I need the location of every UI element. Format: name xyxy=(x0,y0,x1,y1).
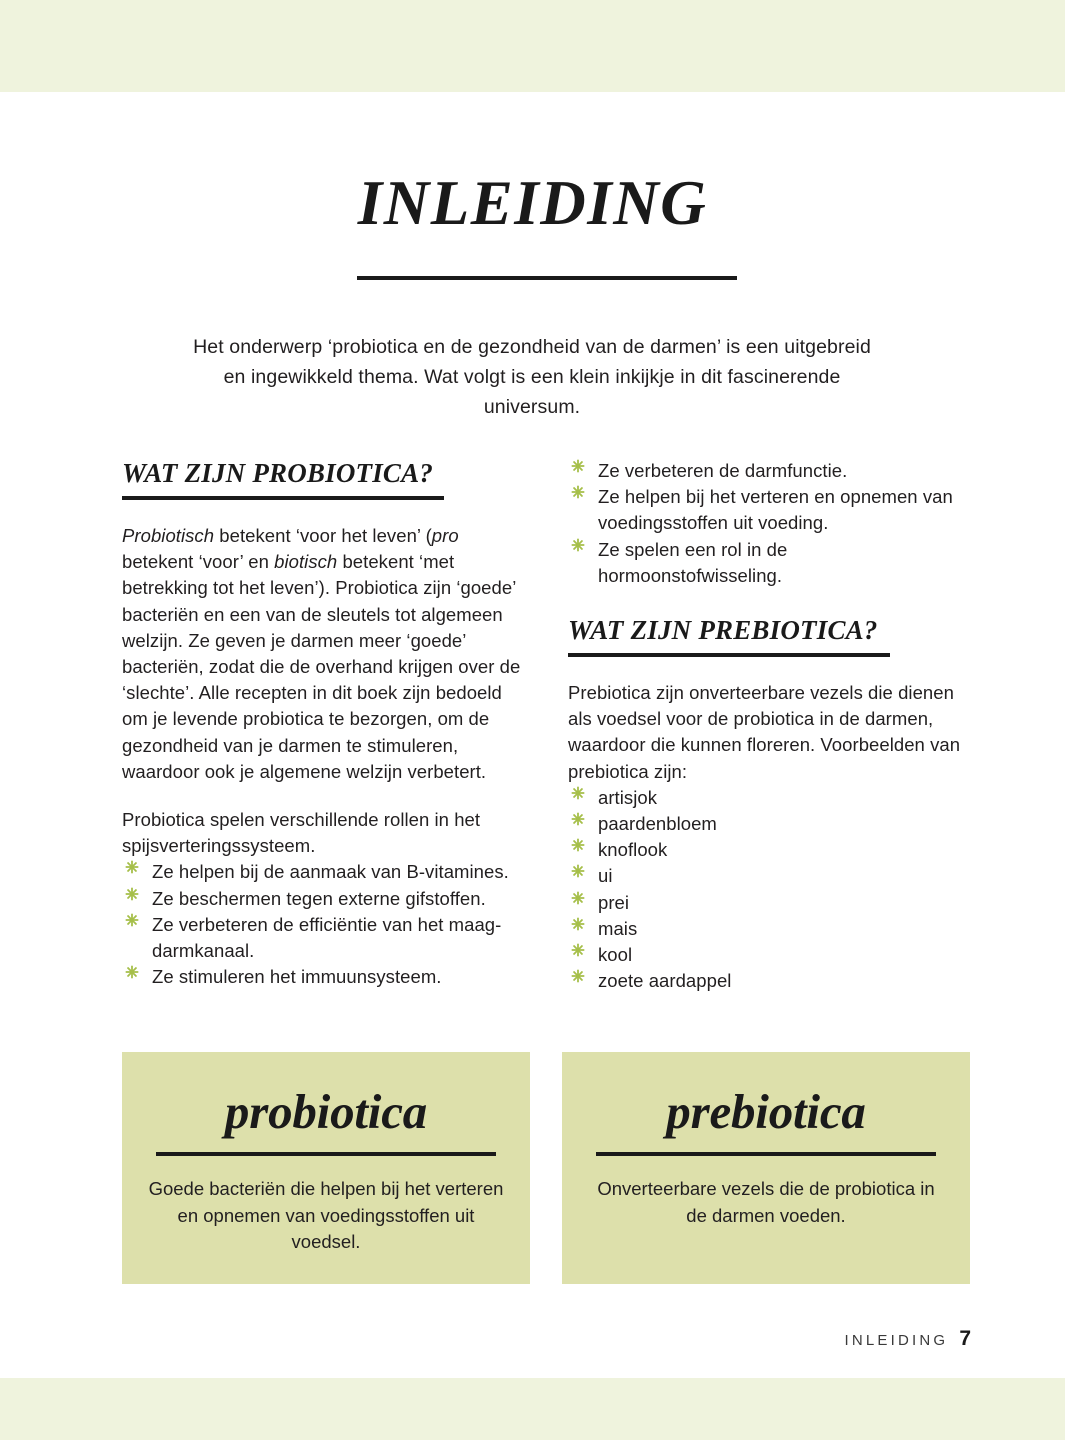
definition-card-prebiotica xyxy=(562,1052,970,1284)
list-item-label: prei xyxy=(598,891,630,913)
title-divider xyxy=(357,276,737,280)
list-item-label: zoete aardappel xyxy=(598,970,732,992)
list-item xyxy=(568,484,974,536)
list-item-label: Ze verbeteren de efficiëntie van het maag-darmkanaal. xyxy=(152,913,502,962)
list-item xyxy=(122,912,528,964)
card-divider xyxy=(596,1152,936,1156)
prebiotica-definition-paragraph: Prebiotica zijn onverteerbare vezels die dienen als voedsel voor de probiotica in de darmen, waardoor die kunnen floreren. Voorbeelden van prebiotica zijn: xyxy=(568,682,961,782)
asterisk-bullet-icon xyxy=(571,786,585,800)
list-item xyxy=(568,811,974,837)
list-item-label: Ze spelen een rol in de hormoonstofwisseling. xyxy=(598,538,788,586)
list-item xyxy=(122,964,528,990)
list-item xyxy=(568,890,974,916)
list-item-label: kool xyxy=(598,944,633,966)
probiotica-roles-list-continued xyxy=(568,458,974,589)
prebiotica-food-list xyxy=(568,785,974,995)
intro-paragraph: Het onderwerp ‘probiotica en de gezondheid van de darmen’ is een uitgebreid en ingewikkeld thema. Wat volgt is een klein inkijkje in dit fascinerende universum. xyxy=(193,336,871,418)
right-column xyxy=(568,458,974,994)
card-term: prebiotica xyxy=(666,1084,866,1139)
list-item-label: Ze helpen bij het verteren en opnemen van voedingsstoffen uit voeding. xyxy=(598,486,953,534)
list-item-label: Ze verbeteren de darmfunctie. xyxy=(598,460,848,481)
asterisk-bullet-icon xyxy=(571,838,585,852)
list-item xyxy=(122,886,528,912)
footer-chapter-label: INLEIDING xyxy=(844,1332,949,1349)
list-item xyxy=(568,916,974,942)
top-decorative-band xyxy=(0,0,1065,92)
asterisk-bullet-icon xyxy=(571,538,585,552)
list-item-label: knoflook xyxy=(598,839,668,861)
bottom-decorative-band xyxy=(0,1378,1065,1440)
asterisk-bullet-icon xyxy=(571,969,585,983)
footer-page-number: 7 xyxy=(959,1327,971,1350)
list-item-label: ui xyxy=(598,865,613,887)
list-item xyxy=(568,837,974,863)
asterisk-bullet-icon xyxy=(571,864,585,878)
list-item-label: paardenbloem xyxy=(598,813,717,835)
heading-wat-zijn-probiotica: WAT ZIJN PROBIOTICA? xyxy=(122,458,434,488)
probiotica-roles-paragraph: Probiotica spelen verschillende rollen in het spijsverteringssysteem. xyxy=(122,809,481,857)
card-term: probiotica xyxy=(224,1084,428,1139)
left-column xyxy=(122,458,528,990)
page-content xyxy=(0,92,1065,1378)
list-item-label: Ze stimuleren het immuunsysteem. xyxy=(152,966,442,988)
asterisk-bullet-icon xyxy=(571,917,585,931)
list-item xyxy=(122,859,528,885)
asterisk-bullet-icon xyxy=(571,943,585,957)
asterisk-bullet-icon xyxy=(571,812,585,826)
list-item xyxy=(568,785,974,811)
asterisk-bullet-icon xyxy=(571,459,585,473)
asterisk-bullet-icon xyxy=(571,485,585,499)
list-item-label: mais xyxy=(598,917,638,939)
heading-wat-zijn-prebiotica: WAT ZIJN PREBIOTICA? xyxy=(568,615,878,646)
heading-underline xyxy=(122,496,444,500)
list-item xyxy=(568,942,974,968)
asterisk-bullet-icon xyxy=(125,887,139,901)
asterisk-bullet-icon xyxy=(125,965,139,979)
list-item-label: artisjok xyxy=(598,786,657,808)
page-footer xyxy=(0,1327,1065,1351)
card-description: Goede bacteriën die helpen bij het verteren en opnemen van voedingsstoffen uit voedsel. xyxy=(148,1178,504,1252)
list-item xyxy=(568,458,974,484)
card-description: Onverteerbare vezels die de probiotica in de darmen voeden. xyxy=(597,1178,935,1226)
asterisk-bullet-icon xyxy=(571,891,585,905)
list-item xyxy=(568,968,974,994)
definition-card-probiotica xyxy=(122,1052,530,1284)
list-item xyxy=(568,537,974,589)
heading-underline xyxy=(568,653,890,657)
list-item xyxy=(568,863,974,889)
page-title: INLEIDING xyxy=(357,168,708,238)
list-item-label: Ze helpen bij de aanmaak van B-vitamines. xyxy=(152,861,509,883)
probiotica-roles-list xyxy=(122,859,528,990)
list-item-label: Ze beschermen tegen externe gifstoffen. xyxy=(152,887,486,909)
column-spacer xyxy=(568,589,974,615)
asterisk-bullet-icon xyxy=(125,913,139,927)
card-divider xyxy=(156,1152,496,1156)
probiotica-definition-paragraph: Probiotisch betekent ‘voor het leven’ (pro betekent ‘voor’ en biotisch betekent ‘met betrekking tot het leven’). Probiotica zijn ‘goede’ bacteriën en een van de sleutels tot algemeen welzijn. Ze geven je darmen meer ‘goede’ bacteriën, zodat die de overhand krijgen over de ‘slechte’. Alle recepten in dit boek zijn bedoeld om je levende probiotica te bezorgen, om de gezondheid van je darmen te stimuleren, waardoor ook je algemene welzijn verbetert. xyxy=(122,525,521,782)
asterisk-bullet-icon xyxy=(125,860,139,874)
